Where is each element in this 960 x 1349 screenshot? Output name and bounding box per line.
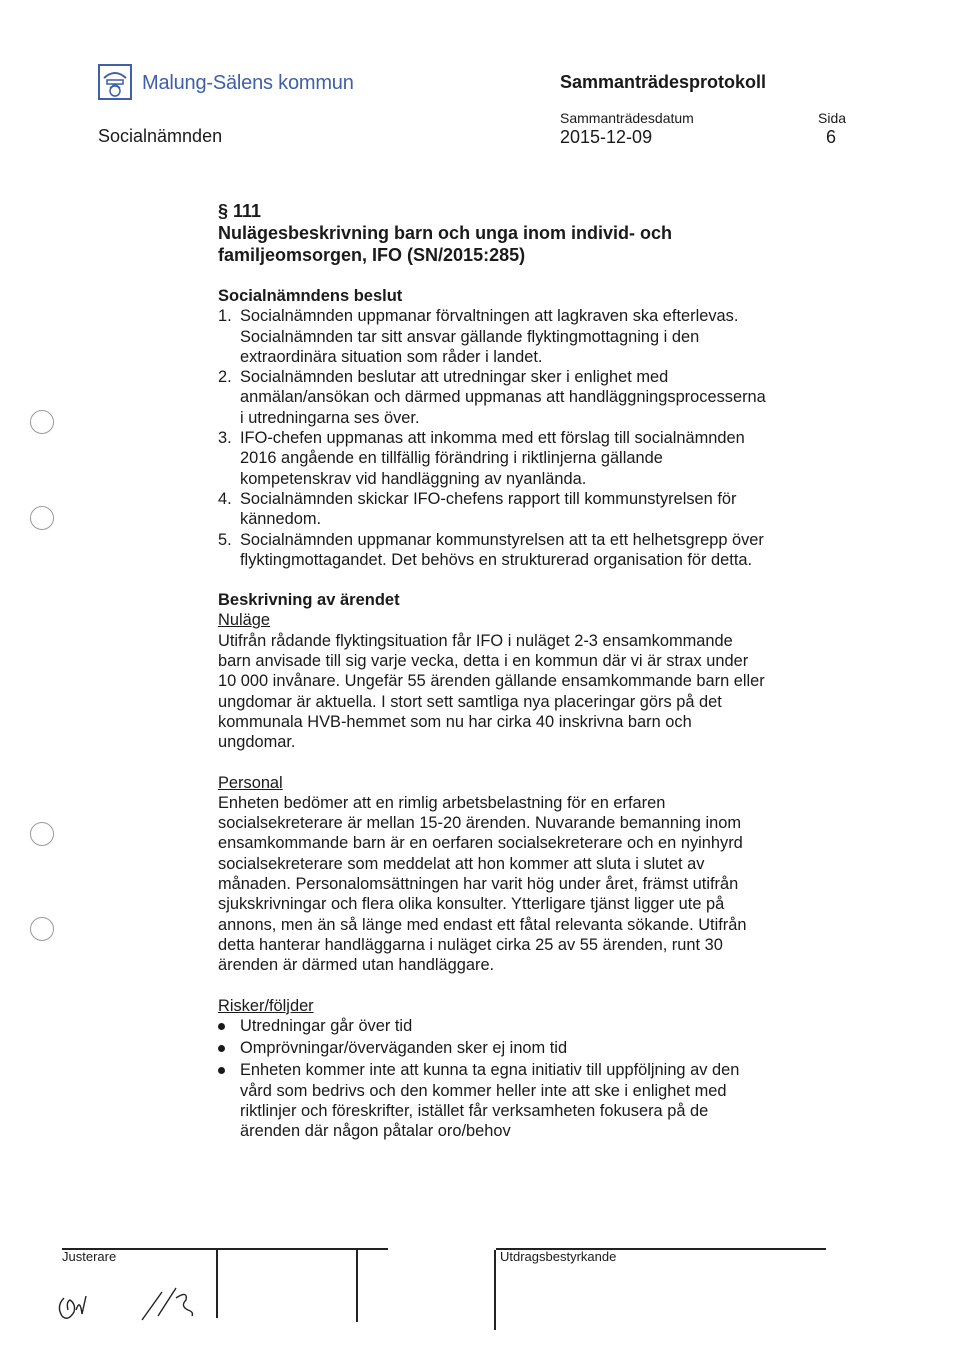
municipality-logo xyxy=(98,64,132,100)
decision-line: i utredningarna ses över. xyxy=(240,408,420,427)
decision-line: extraordinära situation som råder i landet. xyxy=(240,347,543,366)
date-value: 2015-12-09 xyxy=(560,127,653,147)
decision-list xyxy=(218,306,838,570)
punch-hole xyxy=(30,410,54,434)
excerpt-label: Utdragsbestyrkande xyxy=(500,1249,617,1264)
paragraph-line: ärenden är därmed utan handläggare. xyxy=(218,956,495,975)
decision-item xyxy=(218,306,838,367)
justerare-label: Justerare xyxy=(62,1249,117,1264)
paragraph-line: Enheten bedömer att en rimlig arbetsbelastning för en erfaren xyxy=(218,793,666,812)
risk-line: vård som bedrivs och den kommer heller inte att ske i enlighet med xyxy=(240,1081,727,1100)
decision-item xyxy=(218,530,838,571)
risk-line: ärenden där någon påtalar oro/behov xyxy=(240,1122,511,1141)
paragraph-line: barn anvisade till sig varje vecka, detta i en kommun där vi är strax under xyxy=(218,652,749,671)
paragraph-line: socialsekreterare är mellan 15-20 ärenden. Nuvarande bemanning inom xyxy=(218,814,741,833)
decision-line: Socialnämnden beslutar att utredningar sker i enlighet med xyxy=(240,368,669,387)
decision-line: kompetenskrav vid handläggning av nyanlända. xyxy=(240,469,587,488)
decision-line: IFO-chefen uppmanas att inkomma med ett förslag till socialnämnden xyxy=(240,429,745,448)
signature-divider xyxy=(216,1250,218,1318)
decision-line: Socialnämnden tar sitt ansvar gällande flyktingmottagning i den xyxy=(240,327,700,346)
decision-item xyxy=(218,367,838,428)
org-name: Malung-Sälens kommun xyxy=(142,72,354,94)
decision-number: 1. xyxy=(218,307,232,326)
current-paragraph xyxy=(218,631,838,753)
risk-line: Enheten kommer inte att kunna ta egna initiativ till uppföljning av den xyxy=(240,1061,740,1080)
page-label: Sida xyxy=(818,110,847,126)
section-title-line: familjeomsorgen, IFO (SN/2015:285) xyxy=(218,245,526,265)
risk-line: Utredningar går över tid xyxy=(240,1016,413,1035)
signature-divider xyxy=(356,1250,358,1322)
decision-heading: Socialnämndens beslut xyxy=(218,287,403,305)
staff-subheading: Personal xyxy=(218,773,283,792)
signature-divider xyxy=(494,1250,496,1330)
committee-name: Socialnämnden xyxy=(98,126,223,146)
decision-number: 3. xyxy=(218,429,232,448)
section-title xyxy=(218,222,838,266)
decision-item xyxy=(218,428,838,489)
decision-line: 2016 angående en tillfällig förändring i riktlinjerna gällande xyxy=(240,449,663,468)
risks-list xyxy=(218,1016,838,1142)
decision-line: flyktingmottagandet. Det behövs en strukturerad organisation för detta. xyxy=(240,550,753,569)
bullet-icon xyxy=(218,1067,225,1074)
risks-subheading: Risker/följder xyxy=(218,996,314,1015)
decision-line: Socialnämnden uppmanar förvaltningen att lagkraven ska efterlevas. xyxy=(240,307,739,326)
document-type: Sammanträdesprotokoll xyxy=(560,72,767,92)
punch-hole xyxy=(30,822,54,846)
paragraph-line: ungdomar. xyxy=(218,733,296,752)
page-number: 6 xyxy=(826,127,837,147)
description-heading: Beskrivning av ärendet xyxy=(218,591,400,610)
risk-item xyxy=(218,1016,838,1036)
current-subheading: Nuläge xyxy=(218,611,270,630)
decision-line: anmälan/ansökan och därmed uppmanas att handläggningsprocesserna xyxy=(240,388,766,407)
date-label: Sammanträdesdatum xyxy=(560,110,694,126)
risk-item xyxy=(218,1060,838,1141)
bullet-icon xyxy=(218,1023,225,1030)
paragraph-line: ensamkommande barn är en oerfaren socialsekreterare och en nyinhyrd xyxy=(218,834,743,853)
initials-signature xyxy=(52,1284,100,1328)
risk-line: Omprövningar/överväganden sker ej inom tid xyxy=(240,1039,568,1058)
section-title-line: Nulägesbeskrivning barn och unga inom individ- och xyxy=(218,223,673,243)
paragraph-line: annons, men än så länge med endast ett fåtal relevanta sökande. Utifrån xyxy=(218,915,747,934)
bullet-icon xyxy=(218,1045,225,1052)
paragraph-line: detta hanterar handläggarna i nuläget cirka 25 av 55 ärenden, runt 30 xyxy=(218,935,723,954)
risk-item xyxy=(218,1038,838,1058)
paragraph-line: ungdomar är aktuella. I stort sett samtliga nya placeringar görs på det xyxy=(218,692,722,711)
initials-signature xyxy=(136,1276,206,1326)
punch-hole xyxy=(30,917,54,941)
decision-number: 4. xyxy=(218,489,232,508)
paragraph-line: Utifrån rådande flyktingsituation får IFO i nuläget 2-3 ensamkommande xyxy=(218,631,733,650)
decision-item xyxy=(218,489,838,530)
decision-number: 5. xyxy=(218,530,232,549)
protocol-body xyxy=(218,200,838,1144)
paragraph-line: månaden. Personalomsättningen har varit hög under året, främst utifrån xyxy=(218,875,739,894)
decision-line: kännedom. xyxy=(240,510,322,529)
staff-paragraph xyxy=(218,793,838,976)
punch-hole xyxy=(30,506,54,530)
decision-number: 2. xyxy=(218,368,232,387)
paragraph-line: socialsekreterare som meddelat att hon kommer att sluta i slutet av xyxy=(218,854,705,873)
paragraph-line: 10 000 invånare. Ungefär 55 ärenden gällande ensamkommande barn eller xyxy=(218,672,765,691)
paragraph-line: kommunala HVB-hemmet som nu har cirka 40 inskrivna barn och xyxy=(218,712,692,731)
section-number: § 111 xyxy=(218,201,262,221)
decision-line: Socialnämnden skickar IFO-chefens rapport till kommunstyrelsen för xyxy=(240,489,737,508)
risk-line: riktlinjer och föreskrifter, istället får verksamheten fokusera på de xyxy=(240,1101,709,1120)
decision-line: Socialnämnden uppmanar kommunstyrelsen att ta ett helhetsgrepp över xyxy=(240,530,764,549)
paragraph-line: sjukskrivningar och flera olika konsulter. Ytterligare tjänst ligger ute på xyxy=(218,895,725,914)
